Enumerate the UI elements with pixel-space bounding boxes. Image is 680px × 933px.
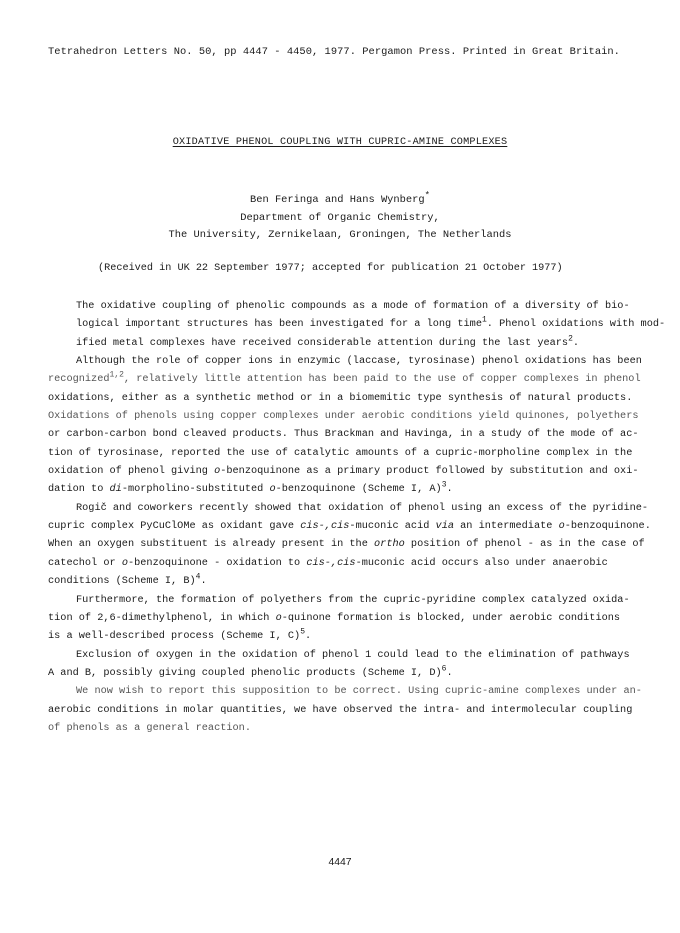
citation-superscript: 1,2 <box>109 370 124 380</box>
text-run: -benzoquinone. <box>564 520 651 533</box>
received-dates: (Received in UK 22 September 1977; accepted for publication 21 October 1977) <box>98 263 563 274</box>
text-line <box>48 370 641 388</box>
italic-run: cis-,cis <box>306 556 356 569</box>
citation-superscript: 4 <box>195 572 201 582</box>
paragraph-1 <box>48 297 666 352</box>
author-block <box>0 192 680 245</box>
text-line <box>48 480 634 498</box>
text-line <box>48 591 634 609</box>
text-run: oxidations, either as a synthetic method or in a biomemitic type synthesis of natural products. <box>48 391 633 404</box>
text-line <box>48 554 634 572</box>
text-run: A and B, possibly giving coupled phenolic products (Scheme I, D) <box>48 666 442 679</box>
text-line <box>48 664 634 682</box>
text-line <box>48 719 634 737</box>
text-run: Although the role of copper ions in enzymic (laccase, tyrosinase) phenol oxidations has been <box>76 355 642 368</box>
italic-run: cis-,cis <box>300 520 350 533</box>
text-line <box>48 297 634 315</box>
text-run: dation to <box>48 483 110 496</box>
text-run: oxidation of phenol giving <box>48 465 215 478</box>
text-run: . <box>446 666 453 679</box>
text-run: tion of 2,6-dimethylphenol, in which <box>48 611 276 624</box>
text-line <box>48 315 666 333</box>
text-run: When an oxygen substituent is already present in the <box>48 538 375 551</box>
text-line <box>48 572 634 590</box>
text-run: of phenols as a general reaction. <box>48 721 251 734</box>
text-line <box>48 334 634 352</box>
text-run: or carbon-carbon bond cleaved products. Thus Brackman and Havinga, in a study of the mode of ac- <box>48 428 639 441</box>
text-line <box>48 407 639 425</box>
text-run: -muconic acid occurs also under anaerobic <box>355 556 608 569</box>
text-run: aerobic conditions in molar quantities, we have observed the intra- and intermolecular coupling <box>48 703 633 716</box>
text-run: -benzoquinone as a primary product followed by substitution and oxi- <box>220 465 639 478</box>
paragraph-4 <box>48 591 634 646</box>
italic-run: via <box>435 520 454 533</box>
paragraph-6 <box>48 682 642 737</box>
italic-run: o <box>269 483 276 496</box>
text-run: -benzoquinone - oxidation to <box>127 556 307 569</box>
text-run: an intermediate <box>454 520 559 533</box>
text-line <box>48 462 639 480</box>
text-run: The oxidative coupling of phenolic compounds as a mode of formation of a diversity of bio- <box>76 300 630 312</box>
text-run: ified metal complexes have received considerable attention during the last years <box>76 336 569 349</box>
text-line <box>48 535 645 553</box>
text-run: is a well-described process (Scheme I, C) <box>48 630 301 643</box>
paragraph-5 <box>48 646 634 683</box>
text-line <box>48 609 634 627</box>
text-run: Rogič and coworkers recently showed that oxidation of phenol using an excess of the pyridine- <box>76 501 649 514</box>
text-run: . <box>305 630 312 643</box>
paragraph-2 <box>48 352 642 499</box>
article-body <box>48 297 666 737</box>
citation-superscript: 3 <box>441 481 447 491</box>
text-line <box>48 499 649 517</box>
author-department: Department of Organic Chemistry, <box>240 211 440 224</box>
text-line <box>48 444 634 462</box>
text-line <box>48 701 634 719</box>
text-line <box>48 352 642 370</box>
text-run: catechol or <box>48 556 122 569</box>
text-run: Exclusion of oxygen in the oxidation of phenol 1 could lead to the elimination of pathways <box>76 648 630 661</box>
italic-run: o <box>214 465 221 478</box>
text-run: Oxidations of phenols using copper complexes under aerobic conditions yield quinones, polyethers <box>48 410 639 423</box>
citation-superscript: 5 <box>300 627 306 637</box>
text-run: -morpholino-substituted <box>121 483 270 496</box>
text-run: -quinone formation is blocked, under aerobic conditions <box>281 611 621 624</box>
text-run: recognized <box>48 373 110 386</box>
text-run: conditions (Scheme I, B) <box>48 575 196 588</box>
text-run: . <box>572 336 580 349</box>
text-run: position of phenol - as in the case of <box>404 538 645 551</box>
text-run: cupric complex PyCuClOMe as oxidant gave <box>48 520 301 533</box>
text-run: . Phenol oxidations with mod- <box>486 318 666 331</box>
author-names <box>0 192 680 210</box>
text-line <box>48 425 639 443</box>
article-title: OXIDATIVE PHENOL COUPLING WITH CUPRIC-AMINE COMPLEXES <box>172 137 508 148</box>
paragraph-3 <box>48 499 651 591</box>
text-run: -benzoquinone (Scheme I, A) <box>275 483 442 496</box>
author-institution: The University, Zernikelaan, Groningen, The Netherlands <box>168 229 512 241</box>
citation-superscript: 6 <box>441 664 447 674</box>
text-run: . <box>446 483 453 496</box>
text-line <box>48 517 651 535</box>
italic-run: ortho <box>374 538 405 551</box>
text-run: tion of tyrosinase, reported the use of catalytic amounts of a cupric-morpholine complex in the <box>48 446 633 459</box>
text-line <box>48 646 634 664</box>
italic-run: o <box>558 520 565 533</box>
text-line <box>48 682 642 700</box>
italic-run: o <box>121 556 128 569</box>
text-line <box>48 389 634 407</box>
text-run: , relatively little attention has been paid to the use of copper complexes in phenol <box>123 373 641 386</box>
corresponding-author-mark: * <box>424 190 430 201</box>
text-run: logical important structures has been investigated for a long time <box>76 318 482 331</box>
italic-run: di <box>109 483 122 496</box>
text-run: -muconic acid <box>349 520 436 533</box>
page-number: 4447 <box>328 857 352 868</box>
citation-superscript: 1 <box>481 315 487 325</box>
text-line <box>48 627 634 645</box>
journal-header: Tetrahedron Letters No. 50, pp 4447 - 4450, 1977. Pergamon Press. Printed in Great Britain. <box>48 46 620 58</box>
text-run: . <box>200 575 207 588</box>
author-names-text: Ben Feringa and Hans Wynberg <box>250 194 425 206</box>
text-run: Furthermore, the formation of polyethers from the cupric-pyridine complex catalyzed oxida- <box>76 593 630 606</box>
citation-superscript: 2 <box>568 334 573 344</box>
text-run: We now wish to report this supposition to be correct. Using cupric-amine complexes under an- <box>76 685 642 698</box>
italic-run: o <box>275 611 282 624</box>
